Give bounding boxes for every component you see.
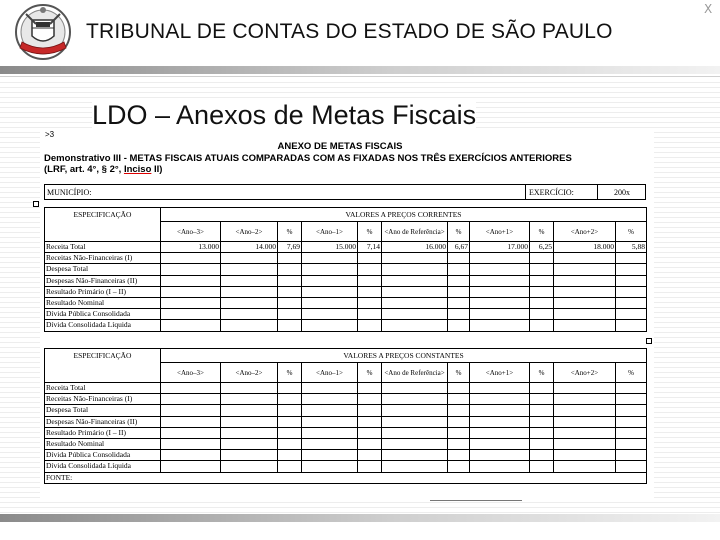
table-valores-correntes <box>44 207 647 332</box>
table-cell <box>554 438 616 449</box>
table-cell <box>161 253 221 264</box>
table-cell <box>530 309 554 320</box>
table-cell <box>278 438 302 449</box>
table-cell <box>358 405 382 416</box>
table-cell <box>221 320 278 331</box>
table-cell <box>221 461 278 472</box>
table-cell <box>382 286 448 297</box>
table-cell <box>302 286 358 297</box>
table-cell: 6,67 <box>448 242 470 253</box>
table-cell <box>221 438 278 449</box>
table-cell <box>161 264 221 275</box>
table-row <box>45 394 647 405</box>
annex-title: ANEXO DE METAS FISCAIS <box>277 141 403 152</box>
table-cell <box>382 416 448 427</box>
table-cell <box>221 297 278 308</box>
column-header: % <box>278 222 302 242</box>
table-cell <box>382 450 448 461</box>
table-cell: 17.000 <box>470 242 530 253</box>
table-cell <box>221 264 278 275</box>
column-header: % <box>448 363 470 383</box>
spec-header: ESPECIFICAÇÃO <box>45 208 161 242</box>
table-cell <box>221 383 278 394</box>
table-cell <box>616 286 647 297</box>
table-cell <box>448 438 470 449</box>
table-cell <box>302 450 358 461</box>
table-cell <box>530 416 554 427</box>
table-cell <box>448 450 470 461</box>
group-header: VALORES A PREÇOS CONSTANTES <box>161 349 647 363</box>
table-cell <box>470 427 530 438</box>
table-cell <box>470 383 530 394</box>
column-header: <Ano+1> <box>470 363 530 383</box>
table-cell <box>470 286 530 297</box>
table-cell <box>278 450 302 461</box>
exercicio-value: 200x <box>614 188 630 197</box>
table-cell <box>161 297 221 308</box>
table-cell <box>161 309 221 320</box>
table-cell <box>161 394 221 405</box>
table-cell <box>358 461 382 472</box>
doc-footer-line <box>430 500 522 501</box>
row-label: Dívida Pública Consolidada <box>45 309 161 320</box>
table-cell <box>221 253 278 264</box>
header-rule <box>0 66 720 74</box>
table-row <box>45 275 647 286</box>
table-cell <box>554 394 616 405</box>
table-cell: 15.000 <box>302 242 358 253</box>
row-label: Receita Total <box>45 383 161 394</box>
exercicio-label: EXERCÍCIO: <box>529 188 574 197</box>
table-row <box>45 253 647 264</box>
table-cell <box>530 275 554 286</box>
table-cell <box>448 264 470 275</box>
table-cell <box>278 253 302 264</box>
table-cell <box>358 416 382 427</box>
table-cell <box>358 309 382 320</box>
fonte-label: FONTE: <box>45 472 647 483</box>
table-cell <box>554 405 616 416</box>
column-header: <Ano+2> <box>554 222 616 242</box>
table-cell <box>470 264 530 275</box>
group-header: VALORES A PREÇOS CORRENTES <box>161 208 647 222</box>
table-cell <box>221 450 278 461</box>
table-cell <box>448 383 470 394</box>
table-cell <box>616 405 647 416</box>
row-label: Dívida Consolidada Líquida <box>45 320 161 331</box>
legal-reference <box>44 164 162 175</box>
table-cell <box>278 320 302 331</box>
table-cell <box>278 405 302 416</box>
column-header: <Ano–3> <box>161 363 221 383</box>
table-cell <box>278 297 302 308</box>
footer-row <box>45 472 647 483</box>
org-title: TRIBUNAL DE CONTAS DO ESTADO DE SÃO PAULO <box>86 20 613 43</box>
column-header: % <box>530 222 554 242</box>
table-cell <box>530 383 554 394</box>
table-valores-constantes <box>44 348 647 484</box>
table-cell <box>382 320 448 331</box>
table-cell <box>470 309 530 320</box>
table-cell <box>448 309 470 320</box>
table-cell <box>358 275 382 286</box>
corner-mark: X <box>704 2 713 16</box>
table-cell <box>278 427 302 438</box>
table-cell <box>161 383 221 394</box>
table-cell <box>448 286 470 297</box>
table-row <box>45 438 647 449</box>
table-cell <box>616 320 647 331</box>
table-cell: 5,88 <box>616 242 647 253</box>
table-cell <box>530 461 554 472</box>
table-cell <box>278 309 302 320</box>
table-cell <box>358 264 382 275</box>
table-cell <box>358 394 382 405</box>
table-row <box>45 297 647 308</box>
table-cell <box>530 394 554 405</box>
table-cell <box>278 461 302 472</box>
table-row <box>45 383 647 394</box>
table-cell <box>530 320 554 331</box>
table-cell <box>221 405 278 416</box>
row-label: Despesas Não-Financeiras (II) <box>45 416 161 427</box>
table-cell <box>448 297 470 308</box>
table-cell <box>470 394 530 405</box>
table-cell: 13.000 <box>161 242 221 253</box>
table-cell <box>161 427 221 438</box>
table-cell <box>616 427 647 438</box>
table-cell <box>616 461 647 472</box>
table-cell <box>161 320 221 331</box>
table-cell <box>470 297 530 308</box>
table-cell <box>278 275 302 286</box>
table-cell <box>302 253 358 264</box>
footer-rule <box>0 514 720 522</box>
table-cell <box>554 450 616 461</box>
column-header: <Ano–1> <box>302 222 358 242</box>
table-cell <box>302 320 358 331</box>
row-label: Receitas Não-Financeiras (I) <box>45 394 161 405</box>
table-cell <box>530 286 554 297</box>
table-cell <box>302 416 358 427</box>
table-cell <box>554 286 616 297</box>
table-cell <box>554 461 616 472</box>
table-cell <box>448 394 470 405</box>
table-cell: 14.000 <box>221 242 278 253</box>
column-header: <Ano de Referência> <box>382 222 448 242</box>
table-cell <box>530 264 554 275</box>
table-cell <box>278 416 302 427</box>
table-row <box>45 416 647 427</box>
column-header: <Ano+1> <box>470 222 530 242</box>
table-cell: 7,69 <box>278 242 302 253</box>
table-cell <box>382 461 448 472</box>
table-cell <box>302 394 358 405</box>
table-cell <box>448 275 470 286</box>
table-row <box>45 450 647 461</box>
table-cell <box>278 264 302 275</box>
table-cell <box>554 275 616 286</box>
table-cell <box>302 438 358 449</box>
table-row <box>45 309 647 320</box>
slide-title: LDO – Anexos de Metas Fiscais <box>92 100 477 130</box>
selection-handle-right[interactable] <box>646 338 652 344</box>
table-cell <box>302 427 358 438</box>
table-cell <box>358 253 382 264</box>
table-cell <box>448 320 470 331</box>
table-cell <box>470 438 530 449</box>
table-row <box>45 461 647 472</box>
table-row <box>45 427 647 438</box>
table-cell <box>382 253 448 264</box>
row-label: Resultado Nominal <box>45 297 161 308</box>
table-cell <box>616 416 647 427</box>
table-cell <box>161 416 221 427</box>
table-cell <box>221 394 278 405</box>
table-cell <box>382 297 448 308</box>
table-cell <box>616 450 647 461</box>
header-rule-thin <box>0 76 720 77</box>
table-cell <box>302 309 358 320</box>
table-cell <box>616 383 647 394</box>
column-header: <Ano–2> <box>221 363 278 383</box>
table-cell <box>616 438 647 449</box>
column-header: <Ano–3> <box>161 222 221 242</box>
table-cell <box>530 297 554 308</box>
table-cell <box>278 286 302 297</box>
spec-header: ESPECIFICAÇÃO <box>45 349 161 383</box>
column-header: % <box>616 222 647 242</box>
table-cell <box>470 253 530 264</box>
table-cell <box>448 416 470 427</box>
table-cell: 16.000 <box>382 242 448 253</box>
column-header: % <box>448 222 470 242</box>
table-cell <box>221 416 278 427</box>
table-cell <box>382 383 448 394</box>
legal-reference-post: II) <box>151 164 163 175</box>
table-cell <box>161 461 221 472</box>
table-cell <box>358 320 382 331</box>
legal-reference-pre: (LRF, art. 4°, § 2°, <box>44 164 124 175</box>
table-cell <box>616 297 647 308</box>
table-cell <box>221 275 278 286</box>
table-cell <box>382 264 448 275</box>
table-cell <box>616 253 647 264</box>
state-seal-icon <box>10 2 76 64</box>
table-cell <box>530 253 554 264</box>
table-row <box>45 320 647 331</box>
column-header: % <box>278 363 302 383</box>
table-cell <box>382 275 448 286</box>
table-cell <box>554 264 616 275</box>
municipio-label: MUNICÍPIO: <box>47 188 92 197</box>
exercicio-cell <box>525 185 597 199</box>
column-header: % <box>358 363 382 383</box>
table-cell <box>358 450 382 461</box>
column-header: <Ano–1> <box>302 363 358 383</box>
selection-handle-left[interactable] <box>33 201 39 207</box>
table-row <box>45 264 647 275</box>
row-label: Resultado Nominal <box>45 438 161 449</box>
table-cell <box>358 383 382 394</box>
table-cell <box>302 264 358 275</box>
table-cell <box>470 416 530 427</box>
table-cell: 18.000 <box>554 242 616 253</box>
table-cell <box>530 438 554 449</box>
row-label: Receitas Não-Financeiras (I) <box>45 253 161 264</box>
table-cell <box>221 286 278 297</box>
row-label: Dívida Consolidada Líquida <box>45 461 161 472</box>
table-cell <box>358 286 382 297</box>
table-cell <box>554 383 616 394</box>
table-cell <box>530 405 554 416</box>
table-cell: 7,14 <box>358 242 382 253</box>
table-cell <box>382 405 448 416</box>
table-cell <box>616 394 647 405</box>
column-header: <Ano–2> <box>221 222 278 242</box>
table-cell <box>616 264 647 275</box>
table-cell <box>358 427 382 438</box>
table-cell <box>448 405 470 416</box>
table-cell <box>221 427 278 438</box>
demonstrativo-title: Demonstrativo III - METAS FISCAIS ATUAIS COMPARADAS COM AS FIXADAS NOS TRÊS EXERCÍCIOS ANTERIORES <box>44 153 572 164</box>
table-cell <box>161 405 221 416</box>
header-row <box>45 349 647 363</box>
row-label: Receita Total <box>45 242 161 253</box>
row-label: Resultado Primário (I – II) <box>45 427 161 438</box>
table-cell <box>448 253 470 264</box>
table-cell <box>554 427 616 438</box>
table-cell <box>448 427 470 438</box>
table-cell <box>382 438 448 449</box>
column-header: % <box>530 363 554 383</box>
row-label: Despesas Não-Financeiras (II) <box>45 275 161 286</box>
table-cell <box>278 383 302 394</box>
table-cell <box>161 275 221 286</box>
table-cell <box>382 427 448 438</box>
table-cell <box>554 297 616 308</box>
table-cell <box>221 309 278 320</box>
table-cell <box>554 320 616 331</box>
table-cell <box>554 416 616 427</box>
table-cell <box>161 438 221 449</box>
table-cell <box>616 309 647 320</box>
row-label: Despesa Total <box>45 405 161 416</box>
column-header: <Ano+2> <box>554 363 616 383</box>
row-label: Despesa Total <box>45 264 161 275</box>
table-cell <box>278 394 302 405</box>
header-row <box>45 208 647 222</box>
table-row <box>45 286 647 297</box>
column-header: % <box>358 222 382 242</box>
table-cell <box>470 275 530 286</box>
table-cell <box>358 297 382 308</box>
table-cell <box>161 286 221 297</box>
table-cell <box>470 405 530 416</box>
table-cell <box>358 438 382 449</box>
table-cell <box>470 320 530 331</box>
document-page <box>40 130 654 502</box>
table-cell <box>302 297 358 308</box>
table-cell <box>554 309 616 320</box>
table-cell <box>302 383 358 394</box>
municipio-row <box>44 184 646 200</box>
table-cell <box>448 461 470 472</box>
table-cell <box>530 450 554 461</box>
table-cell <box>302 275 358 286</box>
table-row <box>45 405 647 416</box>
row-label: Resultado Primário (I – II) <box>45 286 161 297</box>
table-cell <box>302 461 358 472</box>
table-cell <box>161 450 221 461</box>
exercicio-value-cell <box>597 185 647 199</box>
table-cell: 6,25 <box>530 242 554 253</box>
table-cell <box>382 394 448 405</box>
table-cell <box>470 461 530 472</box>
table-cell <box>554 253 616 264</box>
table-row <box>45 242 647 253</box>
legal-reference-inciso: Inciso <box>123 164 152 175</box>
table-cell <box>382 309 448 320</box>
doc-top-mark: >3 <box>45 130 55 139</box>
row-label: Dívida Pública Consolidada <box>45 450 161 461</box>
table-cell <box>616 275 647 286</box>
table-cell <box>530 427 554 438</box>
column-header: % <box>616 363 647 383</box>
column-header: <Ano de Referência> <box>382 363 448 383</box>
table-cell <box>470 450 530 461</box>
table-cell <box>302 405 358 416</box>
